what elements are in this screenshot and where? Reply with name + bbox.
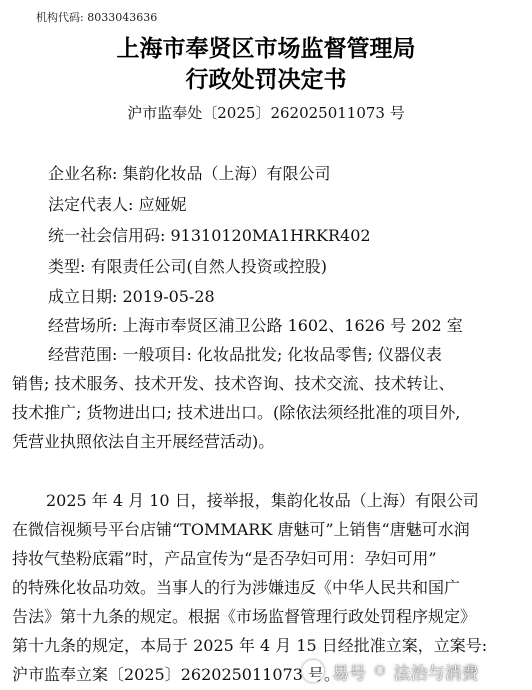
document-number: 沪市监奉处〔2025〕262025011073 号 xyxy=(127,104,405,122)
org-code: 机构代码: 8033043636 xyxy=(36,11,158,24)
user-icon: ⚇ xyxy=(374,663,386,679)
credit-code: 统一社会信用码: 91310120MA1HRKR402 xyxy=(48,226,371,245)
body-paragraph-line: 2025 年 4 月 10 日，接举报，集韵化妆品（上海）有限公司 xyxy=(46,491,479,510)
business-scope-line: 凭营业执照依法自主开展经营活动)。 xyxy=(12,432,275,451)
watermark xyxy=(302,658,522,684)
body-paragraph-line: 告法》第十九条的规定。根据《市场监督管理行政处罚程序规定》 xyxy=(12,607,477,626)
body-paragraph-line: 持妆气垫粉底霜”时，产品宣传为“是否孕妇可用：孕妇可用” xyxy=(12,549,437,568)
body-paragraph-line: 在微信视频号平台店铺“TOMMARK 唐魅可”上销售“唐魅可水润 xyxy=(12,520,470,539)
body-paragraph-line: 的特殊化妆品功效。当事人的行为涉嫌违反《中华人民共和国广 xyxy=(12,578,461,597)
business-address: 经营场所: 上海市奉贤区浦卫公路 1602、1626 号 202 室 xyxy=(48,316,463,335)
legal-representative: 法定代表人: 应娅妮 xyxy=(48,195,187,214)
watermark-brand: 易号 xyxy=(332,663,366,684)
business-scope-line: 经营范围: 一般项目: 化妆品批发; 化妆品零售; 仪器仪表 xyxy=(48,345,442,364)
brand-logo-icon xyxy=(302,660,324,682)
body-paragraph-line: 沪市监奉立案〔2025〕262025011073 号。 xyxy=(12,665,340,684)
company-name: 企业名称: 集韵化妆品（上海）有限公司 xyxy=(48,164,331,183)
business-scope-line: 销售; 技术服务、技术开发、技术咨询、技术交流、技术转让、 xyxy=(12,374,455,393)
company-type: 类型: 有限责任公司(自然人投资或控股) xyxy=(48,257,327,276)
establishment-date: 成立日期: 2019-05-28 xyxy=(48,287,215,306)
document-title-authority: 上海市奉贤区市场监督管理局 xyxy=(116,35,416,62)
body-paragraph-line: 第十九条的规定，本局于 2025 年 4 月 15 日经批准立案，立案号: xyxy=(12,636,488,655)
document-title-type: 行政处罚决定书 xyxy=(185,66,347,93)
watermark-channel: 法治与消费 xyxy=(393,663,479,684)
business-scope-line: 技术推广; 货物进出口; 技术进出口。(除依法须经批准的项目外, xyxy=(12,403,461,422)
